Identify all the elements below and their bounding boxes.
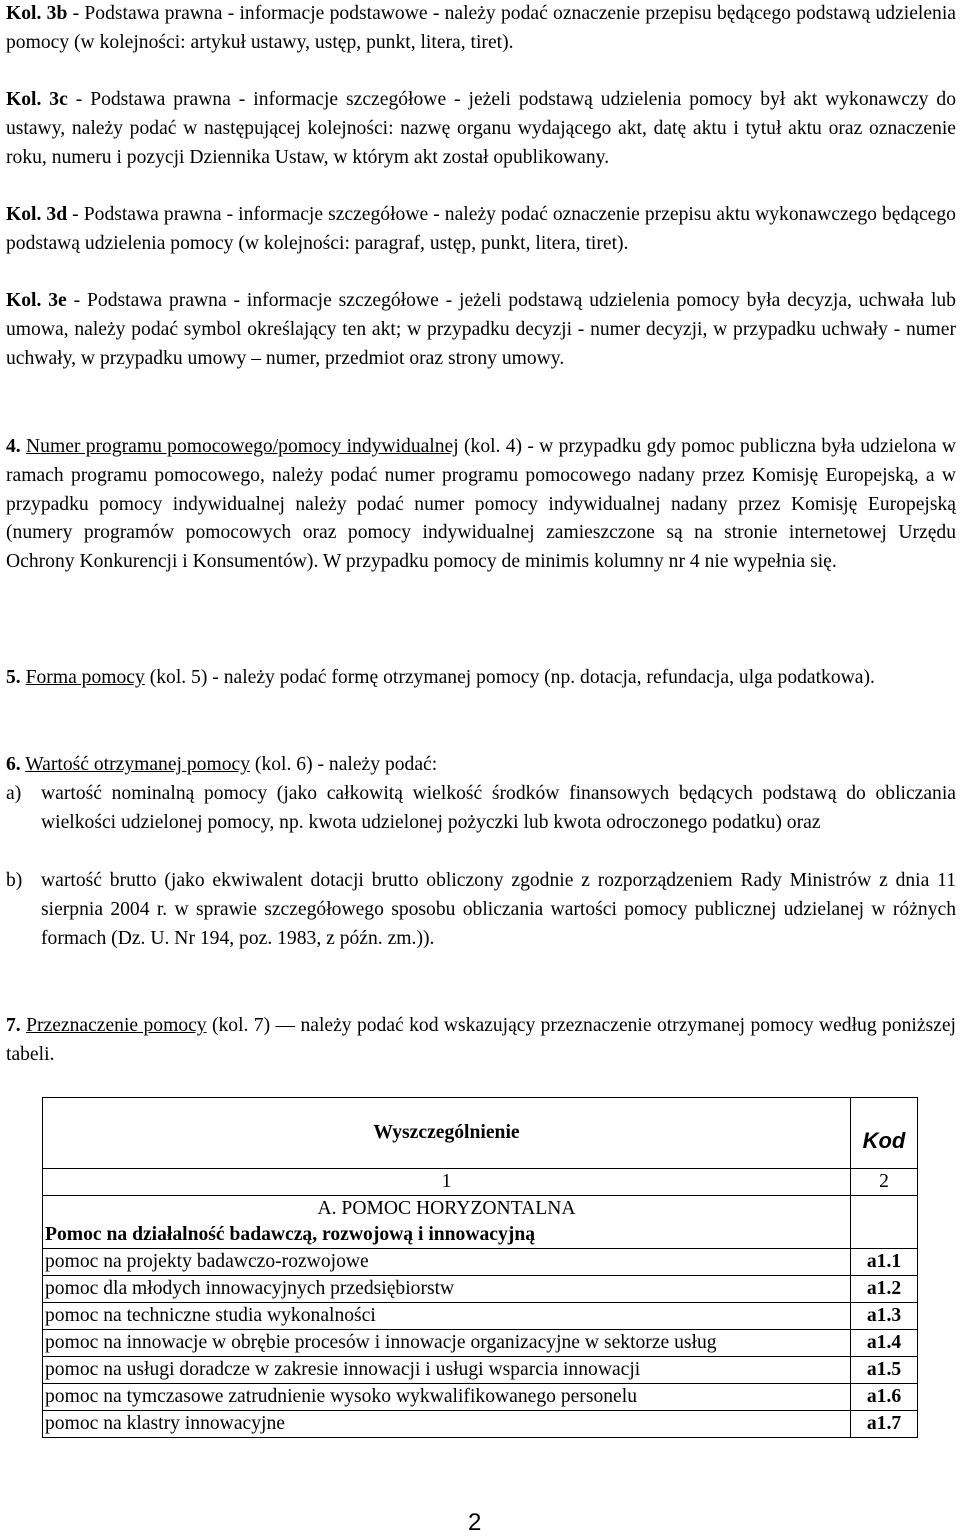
group-heading: Pomoc na działalność badawczą, rozwojową i innowacyjną (43, 1222, 851, 1249)
section-4-title: Numer programu pomocowego/pomocy indywidualnej (26, 436, 459, 457)
section-5-text: (kol. 5) - należy podać formę otrzymanej pomocy (np. dotacja, refundacja, ulga podatkowa). (144, 667, 875, 688)
paragraph-kol-3b (6, 0, 956, 58)
page-number: 2 (468, 1509, 482, 1536)
header-description: Wyszczególnienie (43, 1098, 851, 1169)
row-description: pomoc dla młodych innowacyjnych przedsiębiorstw (43, 1276, 851, 1303)
label-kol-3e: Kol. 3e (6, 290, 67, 311)
section-7 (6, 1012, 956, 1070)
paragraph-kol-3d (6, 201, 956, 259)
row-code: a1.5 (851, 1357, 918, 1384)
table-column-number-row (43, 1169, 918, 1196)
section-6-item-a (6, 780, 956, 838)
section-6-text: (kol. 6) - należy podać: (250, 754, 438, 775)
group-heading-code-cell (851, 1222, 918, 1249)
table-row (43, 1330, 918, 1357)
section-6-number: 6. (6, 754, 21, 775)
item-a-label: a) (6, 783, 22, 804)
section-6 (6, 751, 956, 780)
item-a-text: wartość nominalną pomocy (jako całkowitą wielkość środków finansowych będących podstawą do obliczania wielkości udzielonej pomocy, np. kwota udzielonej pożyczki lub kwota odroczonego podatku) oraz (41, 783, 956, 833)
text-kol-3e: - Podstawa prawna - informacje szczegółowe - jeżeli podstawą udzielenia pomocy była decyzja, uchwała lub umowa, należy podać symbol określający ten akt; w przypadku decyzji - numer decyzji, w przypadku uchwały - numer uchwały, w przypadku umowy – numer, przedmiot oraz strony umowy. (6, 290, 956, 369)
row-code: a1.1 (851, 1249, 918, 1276)
item-b-label: b) (6, 870, 23, 891)
table-section-row (43, 1196, 918, 1223)
table-row (43, 1357, 918, 1384)
section-4-text: (kol. 4) - w przypadku gdy pomoc publiczna była udzielona w ramach programu pomocowego, należy podać numer programu pomocowego nadany przez Komisję Europejską, a w przypadku pomocy indywidualnej należy podać numer pomocy indywidualnej nadany przez Komisję Europejską (numery programów pomocowych oraz pomocy indywidualnej zamieszczone są na stronie internetowej Urzędu Ochrony Konkurencji i Konsumentów). W przypadku pomocy de minimis kolumny nr 4 nie wypełnia się. (6, 436, 956, 573)
row-description: pomoc na innowacje w obrębie procesów i innowacje organizacyjne w sektorze usług (43, 1330, 851, 1357)
table-row (43, 1384, 918, 1411)
section-7-number: 7. (6, 1015, 21, 1036)
row-description: pomoc na projekty badawczo-rozwojowe (43, 1249, 851, 1276)
column-number-1: 1 (43, 1169, 851, 1196)
section-5 (6, 664, 956, 693)
row-code: a1.7 (851, 1411, 918, 1438)
label-kol-3b: Kol. 3b (6, 3, 68, 24)
table-row (43, 1249, 918, 1276)
table-row (43, 1411, 918, 1438)
label-kol-3c: Kol. 3c (6, 89, 68, 110)
section-4-number: 4. (6, 436, 21, 457)
table-header-row (43, 1098, 918, 1169)
row-description: pomoc na tymczasowe zatrudnienie wysoko wykwalifikowanego personelu (43, 1384, 851, 1411)
section-heading-code-cell (851, 1196, 918, 1223)
row-description: pomoc na usługi doradcze w zakresie innowacji i usługi wsparcia innowacji (43, 1357, 851, 1384)
table-row (43, 1303, 918, 1330)
section-7-text: (kol. 7) — należy podać kod wskazujący przeznaczenie otrzymanej pomocy według poniższej tabeli. (6, 1015, 956, 1065)
row-code: a1.2 (851, 1276, 918, 1303)
section-5-title: Forma pomocy (25, 667, 145, 688)
paragraph-kol-3e (6, 287, 956, 373)
item-b-text: wartość brutto (jako ekwiwalent dotacji brutto obliczony zgodnie z rozporządzeniem Rady Ministrów z dnia 11 sierpnia 2004 r. w sprawie szczegółowego sposobu obliczania wartości pomocy publicznej udzielanej w różnych formach (Dz. U. Nr 194, poz. 1983, z późn. zm.)). (41, 870, 956, 949)
paragraph-kol-3c (6, 86, 956, 172)
row-description: pomoc na techniczne studia wykonalności (43, 1303, 851, 1330)
table-row (43, 1276, 918, 1303)
purpose-code-table (42, 1097, 918, 1438)
section-5-number: 5. (6, 667, 21, 688)
text-kol-3d: - Podstawa prawna - informacje szczegółowe - należy podać oznaczenie przepisu aktu wykonawczego będącego podstawą udzielenia pomocy (w kolejności: paragraf, ustęp, punkt, litera, tiret). (6, 204, 956, 254)
section-6-item-b (6, 867, 956, 953)
column-number-2: 2 (851, 1169, 918, 1196)
row-code: a1.3 (851, 1303, 918, 1330)
row-code: a1.6 (851, 1384, 918, 1411)
row-description: pomoc na klastry innowacyjne (43, 1411, 851, 1438)
label-kol-3d: Kol. 3d (6, 204, 68, 225)
row-code: a1.4 (851, 1330, 918, 1357)
section-6-title: Wartość otrzymanej pomocy (25, 754, 251, 775)
section-heading: A. POMOC HORYZONTALNA (43, 1196, 851, 1223)
text-kol-3b: - Podstawa prawna - informacje podstawowe - należy podać oznaczenie przepisu będącego podstawą udzielenia pomocy (w kolejności: artykuł ustawy, ustęp, punkt, litera, tiret). (6, 3, 956, 53)
header-code: Kod (851, 1098, 918, 1169)
table-group-row (43, 1222, 918, 1249)
section-7-title: Przeznaczenie pomocy (26, 1015, 207, 1036)
text-kol-3c: - Podstawa prawna - informacje szczegółowe - jeżeli podstawą udzielenia pomocy był akt wykonawczy do ustawy, należy podać w następującej kolejności: nazwę organu wydającego akt, datę aktu i tytuł aktu oraz oznaczenie roku, numeru i pozycji Dziennika Ustaw, w którym akt został opublikowany. (6, 89, 956, 168)
section-4 (6, 433, 956, 577)
